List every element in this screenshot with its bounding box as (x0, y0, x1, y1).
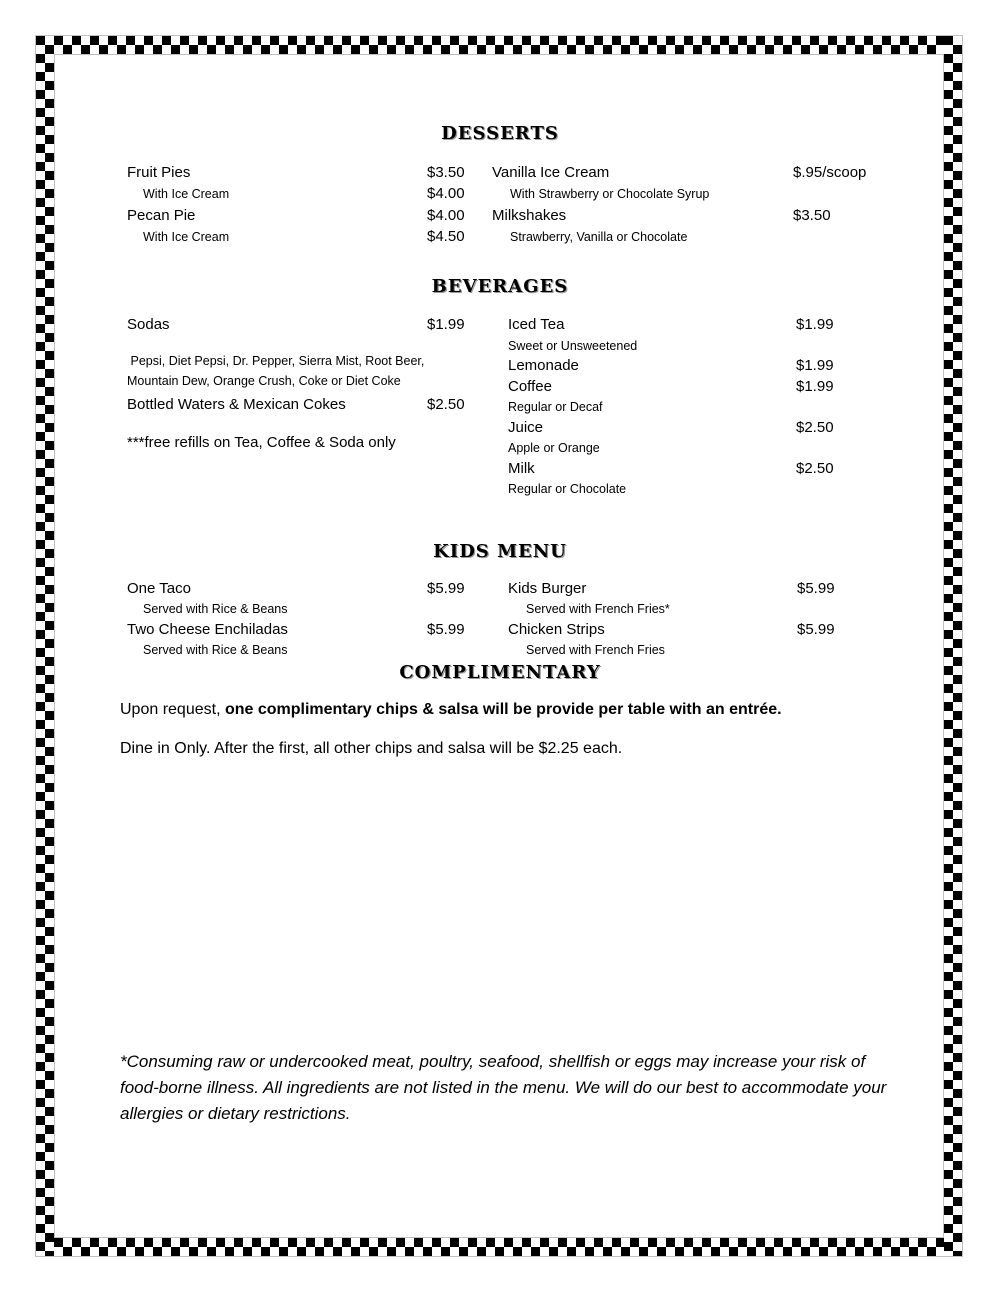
item-price: $3.50 (427, 164, 465, 181)
item-name: Bottled Waters & Mexican Cokes (127, 395, 346, 413)
item-price: $5.99 (797, 579, 835, 597)
section-complimentary (54, 661, 946, 1127)
beverages-right-column (508, 315, 834, 500)
menu-item-row (508, 377, 834, 398)
checkered-border-right (944, 36, 962, 1256)
item-name: Milk (508, 459, 535, 477)
item-name: Milkshakes (492, 207, 567, 224)
item-price: $2.50 (427, 395, 465, 413)
desserts-heading: DESSERTS (441, 123, 559, 144)
menu-item-row (508, 579, 835, 600)
item-description: Served with Rice & Beans (143, 602, 288, 616)
menu-item-row (508, 640, 835, 661)
kids-right-column (508, 579, 835, 661)
desserts-right-column (492, 162, 866, 248)
item-price: $.95/scoop (793, 164, 867, 181)
item-name: Two Cheese Enchiladas (127, 620, 288, 638)
kids-left-column (127, 579, 508, 661)
offer-text-bold: one complimentary chips & salsa will be provide per table with an entrée. (224, 700, 782, 718)
menu-item-row (508, 336, 834, 357)
menu-item-row (127, 162, 492, 183)
item-price: $5.99 (427, 579, 465, 597)
menu-item-row (508, 315, 834, 336)
item-price: $2.50 (796, 459, 834, 477)
menu-item-row (508, 599, 835, 620)
item-name: Lemonade (508, 357, 579, 374)
section-kids-menu (54, 540, 946, 661)
beverages-left-column (127, 315, 508, 500)
menu-item-row (508, 356, 834, 377)
item-name: Juice (508, 418, 544, 436)
item-price: $3.50 (793, 207, 831, 224)
item-name: Sodas (127, 316, 170, 333)
item-name: One Taco (127, 579, 191, 597)
menu-content (54, 54, 946, 1127)
item-price: $4.00 (427, 207, 465, 224)
menu-item-row (508, 620, 835, 641)
menu-item-row (508, 438, 834, 459)
item-price: $5.99 (797, 620, 835, 638)
complimentary-offer-text (120, 700, 946, 720)
menu-item-row (127, 226, 492, 248)
health-disclaimer-text: *Consuming raw or undercooked meat, poultry, seafood, shellfish or eggs may increase your risk of food-borne illness. All ingredients are not listed in the menu. We will do our best to accommodate your allergies or dietary restrictions. (120, 1051, 887, 1123)
item-description: Regular or Chocolate (508, 482, 627, 496)
menu-item-row (127, 205, 492, 226)
menu-item-row (127, 579, 508, 600)
item-name: Pecan Pie (127, 207, 196, 224)
menu-item-row (508, 479, 834, 500)
item-description: With Ice Cream (143, 230, 230, 244)
menu-item-row (508, 418, 834, 439)
item-description: Served with French Fries (526, 643, 665, 657)
menu-item-row (127, 640, 508, 661)
item-name: Coffee (508, 377, 552, 395)
item-name: Fruit Pies (127, 164, 191, 181)
menu-item-row (508, 397, 834, 418)
item-price: $1.99 (427, 316, 465, 333)
item-price: $1.99 (796, 357, 834, 374)
menu-item-row (508, 459, 834, 480)
item-name: Iced Tea (508, 316, 565, 333)
item-description: Strawberry, Vanilla or Chocolate (510, 230, 688, 244)
menu-item-row (492, 226, 866, 248)
menu-item-row (127, 620, 508, 641)
item-price: $1.99 (796, 316, 834, 333)
item-description: Sweet or Unsweetened (508, 338, 638, 353)
item-name: Kids Burger (508, 579, 587, 597)
complimentary-heading: COMPLIMENTARY (399, 661, 601, 683)
kids-columns (54, 579, 946, 661)
menu-item-row (127, 599, 508, 620)
checkered-border-bottom (36, 1238, 962, 1256)
beverages-columns (54, 315, 946, 500)
item-description: Regular or Decaf (508, 400, 603, 414)
kids-menu-heading: KIDS MENU (433, 540, 567, 562)
dine-in-policy-text: Dine in Only. After the first, all other chips and salsa will be $2.25 each. (120, 739, 623, 757)
menu-item-row (127, 395, 508, 416)
item-price: $4.50 (427, 228, 465, 245)
item-name: Chicken Strips (508, 620, 605, 638)
item-description: Served with Rice & Beans (143, 643, 288, 657)
item-price: $2.50 (796, 418, 834, 436)
section-beverages (54, 275, 946, 500)
offer-text-normal: Upon request, (120, 700, 225, 718)
checkered-border-left (36, 36, 54, 1256)
checkered-border-top (36, 36, 962, 54)
item-description: With Ice Cream (143, 187, 230, 201)
sodas-flavor-note: Pepsi, Diet Pepsi, Dr. Pepper, Sierra Mist, Root Beer, Mountain Dew, Orange Crush, Coke or Diet Coke (127, 353, 428, 388)
item-price: $5.99 (427, 620, 465, 638)
item-description: Apple or Orange (508, 441, 600, 455)
item-price: $1.99 (796, 377, 834, 395)
item-price: $4.00 (427, 185, 465, 202)
menu-item-row (492, 162, 866, 183)
menu-item-row (492, 183, 866, 205)
menu-item-row (127, 183, 492, 205)
menu-item-row (492, 205, 866, 226)
desserts-columns (54, 162, 946, 248)
menu-item-row (127, 315, 508, 336)
section-desserts (54, 122, 946, 248)
desserts-left-column (127, 162, 492, 248)
item-description: Served with French Fries* (526, 602, 670, 616)
item-name: Vanilla Ice Cream (492, 164, 610, 181)
beverages-heading: BEVERAGES (431, 276, 569, 297)
free-refills-note: ***free refills on Tea, Coffee & Soda only (127, 434, 396, 451)
item-description: With Strawberry or Chocolate Syrup (510, 187, 710, 201)
